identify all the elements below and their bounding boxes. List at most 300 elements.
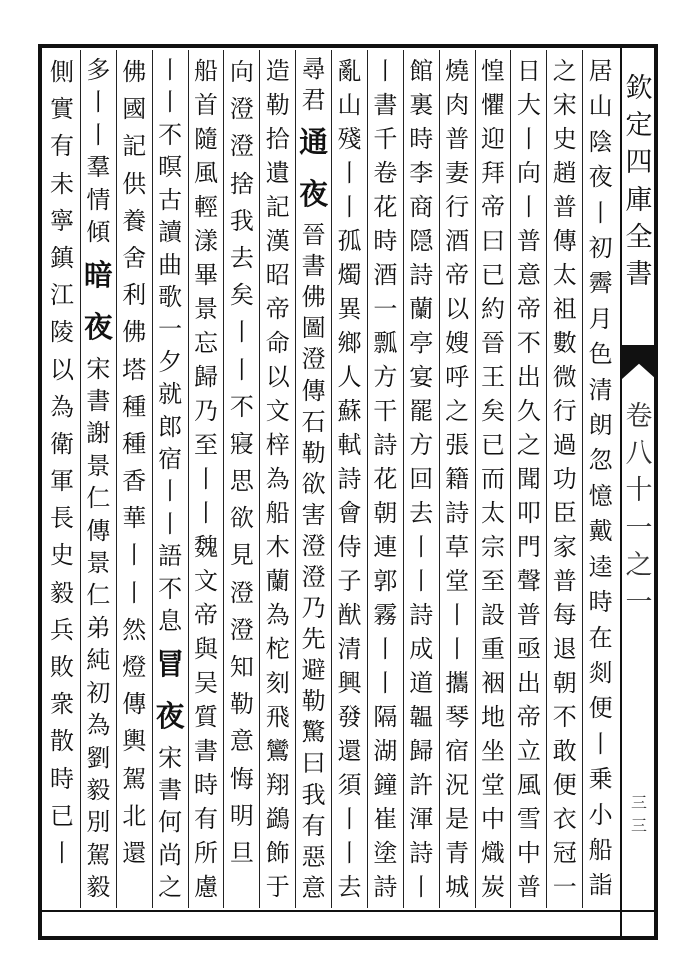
glyph: 普 [445, 125, 470, 153]
glyph: 飛 [265, 703, 290, 731]
glyph: 書 [625, 258, 653, 290]
glyph: 炭 [480, 873, 505, 901]
glyph: 花 [373, 465, 398, 493]
glyph: 詩 [409, 601, 434, 629]
glyph: 夜 [83, 309, 113, 344]
glyph: 功 [552, 465, 577, 493]
glyph: 山 [588, 92, 613, 121]
text-column [546, 50, 582, 908]
glyph: 側 [49, 58, 74, 86]
glyph: 方 [409, 431, 434, 459]
glyph: 是 [445, 805, 470, 833]
column-text [266, 54, 290, 904]
glyph: 駕 [86, 840, 111, 869]
glyph: 裏 [409, 91, 434, 119]
column-text [373, 54, 397, 904]
glyph: 歸 [409, 737, 434, 765]
glyph: 澄 [229, 578, 254, 607]
annotation-line [301, 220, 326, 904]
glyph: 久 [516, 397, 541, 425]
glyph: 北 [122, 801, 147, 830]
glyph: 韞 [409, 703, 434, 731]
glyph: 丨 [229, 318, 254, 347]
glyph: 丨 [373, 57, 398, 85]
glyph: 時 [373, 227, 398, 255]
glyph: 塔 [122, 355, 147, 384]
glyph: 隠 [409, 227, 434, 255]
glyph: 丨 [588, 729, 613, 758]
glyph: 書 [373, 91, 398, 119]
glyph: 有 [49, 132, 74, 161]
text-column [582, 50, 618, 908]
column-text [302, 54, 326, 85]
glyph: 帝 [445, 261, 470, 289]
bottom-rule [42, 910, 654, 912]
glyph: 之 [158, 873, 183, 902]
glyph: 過 [552, 431, 577, 459]
glyph: 中 [516, 839, 541, 867]
glyph: 況 [445, 771, 470, 799]
glyph: 猷 [337, 601, 362, 629]
column-text [517, 54, 541, 904]
glyph: 人 [337, 363, 362, 391]
glyph: 鎮 [49, 243, 74, 272]
glyph: 亟 [516, 635, 541, 663]
glyph: 剡 [588, 658, 613, 687]
glyph: 月 [588, 304, 613, 333]
glyph: 夜 [155, 698, 185, 733]
glyph: 臣 [552, 499, 577, 527]
glyph: 長 [49, 504, 74, 533]
glyph: 興 [337, 669, 362, 697]
glyph: 有 [301, 811, 326, 840]
text-columns [44, 50, 618, 908]
glyph: 勒 [265, 91, 290, 119]
glyph: 就 [158, 380, 183, 409]
glyph: 色 [588, 340, 613, 369]
glyph: 澄 [301, 563, 326, 592]
glyph: 戴 [588, 517, 613, 546]
glyph: 翔 [265, 771, 290, 799]
glyph: 不 [552, 703, 577, 731]
glyph: 叩 [516, 499, 541, 527]
glyph: 所 [193, 839, 218, 867]
glyph: 太 [552, 261, 577, 289]
glyph: 拾 [265, 125, 290, 153]
glyph: 弟 [86, 613, 111, 642]
glyph: 全 [625, 221, 653, 253]
glyph: 仁 [86, 581, 111, 610]
glyph: 四 [625, 147, 653, 179]
glyph: 大 [516, 91, 541, 119]
glyph: 宋 [158, 743, 183, 772]
glyph: 丨 [122, 578, 147, 607]
glyph: 時 [49, 764, 74, 793]
glyph: 軍 [49, 467, 74, 496]
glyph: 尋 [301, 55, 326, 83]
fishtail-mark [622, 345, 656, 379]
glyph: 去 [337, 873, 362, 901]
glyph: 暝 [158, 153, 183, 182]
glyph: 寧 [49, 206, 74, 235]
glyph: 草 [445, 533, 470, 561]
glyph: 塗 [373, 839, 398, 867]
glyph: 見 [229, 541, 254, 570]
glyph: 一 [625, 586, 653, 618]
glyph: 亂 [337, 57, 362, 85]
glyph: 害 [301, 500, 326, 529]
glyph: 古 [158, 185, 183, 214]
glyph: 不 [229, 392, 254, 421]
glyph: 去 [229, 243, 254, 272]
glyph: 為 [86, 711, 111, 740]
entry-heading [84, 249, 113, 353]
glyph: 乗 [588, 765, 613, 794]
glyph: 然 [122, 615, 147, 644]
glyph: 霧 [373, 601, 398, 629]
glyph: 國 [122, 95, 147, 124]
glyph: 矣 [229, 281, 254, 310]
glyph: 宋 [86, 354, 111, 383]
glyph: 帝 [265, 295, 290, 323]
glyph: 籍 [445, 465, 470, 493]
glyph: 丨 [337, 805, 362, 833]
glyph: 城 [445, 873, 470, 901]
glyph: 聞 [516, 465, 541, 493]
glyph: 十 [625, 475, 653, 507]
glyph: 之 [625, 549, 653, 581]
glyph: 傳 [122, 690, 147, 719]
glyph: 傳 [301, 376, 326, 405]
glyph: 讀 [158, 218, 183, 247]
glyph: 丨 [229, 355, 254, 384]
glyph: 別 [86, 808, 111, 837]
glyph: 飾 [265, 839, 290, 867]
glyph: 為 [265, 601, 290, 629]
column-text [86, 353, 110, 904]
glyph: 實 [49, 95, 74, 124]
glyph: 太 [480, 499, 505, 527]
glyph: 至 [193, 431, 218, 459]
glyph: 不 [158, 574, 183, 603]
glyph: 悔 [229, 764, 254, 793]
glyph: 丨 [122, 541, 147, 570]
glyph: 普 [552, 193, 577, 221]
glyph: 蘇 [337, 397, 362, 425]
glyph: 有 [193, 805, 218, 833]
glyph: 意 [301, 873, 326, 902]
glyph: 初 [86, 678, 111, 707]
glyph: 帝 [516, 703, 541, 731]
glyph: 陵 [49, 318, 74, 347]
column-text [122, 54, 146, 686]
glyph: 燈 [122, 653, 147, 681]
glyph: 鐘 [373, 771, 398, 799]
glyph: 為 [49, 392, 74, 421]
glyph: 趙 [552, 159, 577, 187]
glyph: 商 [409, 193, 434, 221]
glyph: 去 [409, 499, 434, 527]
glyph: 驚 [301, 718, 326, 747]
glyph: 向 [229, 58, 254, 86]
glyph: 已 [49, 801, 74, 830]
glyph: 罷 [409, 397, 434, 425]
glyph: 欽 [625, 73, 653, 104]
glyph: 船 [265, 499, 290, 527]
annotation-pair [301, 220, 326, 904]
glyph: 燭 [337, 261, 362, 289]
glyph: 不 [516, 329, 541, 357]
column-text [589, 54, 613, 904]
entry-heading [156, 638, 185, 742]
glyph: 欲 [229, 504, 254, 533]
glyph: 書 [158, 776, 183, 805]
glyph: 遺 [265, 159, 290, 187]
glyph: 澄 [301, 345, 326, 374]
glyph: 呼 [445, 363, 470, 391]
glyph: 設 [480, 601, 505, 629]
glyph: 霽 [588, 269, 613, 298]
glyph: 造 [265, 57, 290, 85]
glyph: 丨 [86, 120, 111, 149]
glyph: 郭 [373, 567, 398, 595]
glyph: 敗 [49, 653, 74, 681]
glyph: 吴 [193, 669, 218, 697]
glyph: 衣 [552, 805, 577, 833]
glyph: 郎 [158, 412, 183, 441]
glyph: 卷 [373, 159, 398, 187]
glyph: 晉 [301, 221, 326, 250]
glyph: 館 [409, 57, 434, 85]
text-column [475, 50, 511, 908]
glyph: 方 [373, 363, 398, 391]
glyph: 圖 [301, 314, 326, 343]
glyph: 還 [337, 737, 362, 765]
glyph: 君 [301, 86, 326, 115]
glyph: 寢 [229, 429, 254, 458]
glyph: 中 [480, 805, 505, 833]
glyph: 丨 [158, 477, 183, 506]
glyph: 風 [516, 771, 541, 799]
glyph: 門 [516, 533, 541, 561]
glyph: 利 [122, 281, 147, 310]
glyph: 丨 [445, 601, 470, 629]
glyph: 普 [516, 873, 541, 901]
glyph: 祖 [552, 295, 577, 323]
glyph: 輕 [193, 193, 218, 221]
glyph: 丨 [337, 159, 362, 187]
glyph: 丨 [516, 193, 541, 221]
glyph: 魏 [193, 533, 218, 561]
glyph: 畢 [193, 261, 218, 289]
glyph: 丨 [193, 465, 218, 493]
text-column [259, 50, 295, 908]
glyph: 定 [625, 110, 653, 142]
glyph: 發 [337, 703, 362, 731]
glyph: 之 [445, 397, 470, 425]
glyph: 佛 [122, 318, 147, 347]
glyph: 避 [301, 656, 326, 685]
glyph: 羣 [86, 153, 111, 182]
column-text [481, 54, 505, 904]
glyph: 尚 [158, 840, 183, 869]
column-text [553, 54, 577, 904]
glyph: 夜 [588, 163, 613, 192]
glyph: 許 [409, 771, 434, 799]
glyph: 兵 [49, 615, 74, 644]
glyph: 回 [409, 465, 434, 493]
glyph: 還 [122, 838, 147, 867]
glyph: 旦 [229, 838, 254, 867]
glyph: 子 [337, 567, 362, 595]
glyph: 成 [409, 635, 434, 663]
glyph: 每 [552, 601, 577, 629]
glyph: 而 [480, 465, 505, 493]
glyph: 隔 [373, 703, 398, 731]
glyph: 書 [86, 386, 111, 415]
glyph: 意 [229, 727, 254, 756]
glyph: 乃 [301, 594, 326, 623]
glyph: 曲 [158, 250, 183, 279]
glyph: 忘 [193, 329, 218, 357]
glyph: 詣 [588, 871, 613, 900]
glyph: 肉 [445, 91, 470, 119]
glyph: 文 [265, 397, 290, 425]
glyph: 拜 [480, 159, 505, 187]
column-text [86, 54, 110, 249]
glyph: 息 [158, 607, 183, 636]
book-title [622, 70, 656, 293]
text-column [331, 50, 367, 908]
glyph: 瓢 [373, 329, 398, 357]
glyph: 佛 [122, 58, 147, 86]
glyph: 以 [49, 355, 74, 384]
glyph: 朝 [373, 499, 398, 527]
glyph: 矣 [480, 397, 505, 425]
glyph: 木 [265, 533, 290, 561]
glyph: 堂 [480, 771, 505, 799]
glyph: 須 [337, 771, 362, 799]
glyph: 家 [552, 533, 577, 561]
glyph: 至 [480, 567, 505, 595]
glyph: 傳 [86, 516, 111, 545]
glyph: 多 [86, 56, 111, 84]
glyph: 逵 [588, 552, 613, 581]
glyph: 慮 [193, 873, 218, 901]
glyph: 冒 [155, 646, 185, 681]
glyph: 先 [301, 625, 326, 654]
column-text [122, 686, 146, 872]
glyph: 蘭 [265, 567, 290, 595]
glyph: 王 [480, 363, 505, 391]
glyph: 一 [625, 512, 653, 544]
glyph: 在 [588, 623, 613, 652]
glyph: 之 [552, 57, 577, 85]
glyph: 詩 [373, 873, 398, 901]
glyph: 純 [86, 646, 111, 675]
glyph: 種 [122, 429, 147, 458]
glyph: 思 [229, 467, 254, 496]
glyph: 仁 [86, 484, 111, 513]
glyph: 昭 [265, 261, 290, 289]
glyph: 衆 [49, 690, 74, 719]
glyph: 孤 [337, 227, 362, 255]
glyph: 丨 [337, 193, 362, 221]
text-column [295, 50, 331, 908]
glyph: 為 [265, 465, 290, 493]
glyph: 清 [337, 635, 362, 663]
glyph: 澄 [229, 95, 254, 124]
glyph: 重 [480, 635, 505, 663]
glyph: 與 [193, 635, 218, 663]
glyph: 丨 [445, 635, 470, 663]
glyph: 清 [588, 375, 613, 404]
glyph: 青 [445, 839, 470, 867]
glyph: 忽 [588, 446, 613, 475]
glyph: 首 [193, 91, 218, 119]
glyph: 勒 [229, 690, 254, 719]
glyph: 勒 [301, 687, 326, 716]
glyph: 不 [158, 120, 183, 149]
glyph: 迎 [480, 125, 505, 153]
glyph: 已 [480, 261, 505, 289]
glyph: 刻 [265, 669, 290, 697]
glyph: 酒 [373, 261, 398, 289]
glyph: 千 [373, 125, 398, 153]
glyph: 船 [588, 835, 613, 864]
glyph: 丨 [158, 509, 183, 538]
glyph: 連 [373, 533, 398, 561]
glyph: 居 [588, 57, 613, 85]
glyph: 石 [301, 407, 326, 436]
glyph: 我 [301, 780, 326, 809]
glyph: 道 [409, 669, 434, 697]
glyph: 坐 [480, 737, 505, 765]
glyph: 燒 [445, 57, 470, 85]
glyph: 山 [337, 91, 362, 119]
glyph: 史 [552, 125, 577, 153]
glyph: 帝 [193, 601, 218, 629]
glyph: 駕 [122, 764, 147, 793]
glyph: 夕 [158, 347, 183, 376]
glyph: 敢 [552, 737, 577, 765]
glyph: 普 [516, 227, 541, 255]
glyph: 出 [516, 669, 541, 697]
glyph: 質 [193, 703, 218, 731]
glyph: 劉 [86, 743, 111, 772]
glyph: 妻 [445, 159, 470, 187]
glyph: 記 [122, 132, 147, 161]
glyph: 渾 [409, 805, 434, 833]
glyph: 陰 [588, 127, 613, 156]
glyph: 朝 [552, 669, 577, 697]
glyph: 宿 [158, 445, 183, 474]
glyph: 日 [516, 57, 541, 85]
glyph: 香 [122, 467, 147, 496]
glyph: 書 [301, 252, 326, 281]
glyph: 丨 [373, 669, 398, 697]
glyph: 宴 [409, 363, 434, 391]
glyph: 會 [337, 499, 362, 527]
glyph: 輿 [122, 727, 147, 756]
column-text [337, 54, 361, 904]
glyph: 琴 [445, 703, 470, 731]
glyph: 景 [86, 549, 111, 578]
glyph: 船 [193, 57, 218, 85]
glyph: 出 [516, 363, 541, 391]
glyph: 時 [588, 588, 613, 617]
glyph: 懼 [480, 91, 505, 119]
